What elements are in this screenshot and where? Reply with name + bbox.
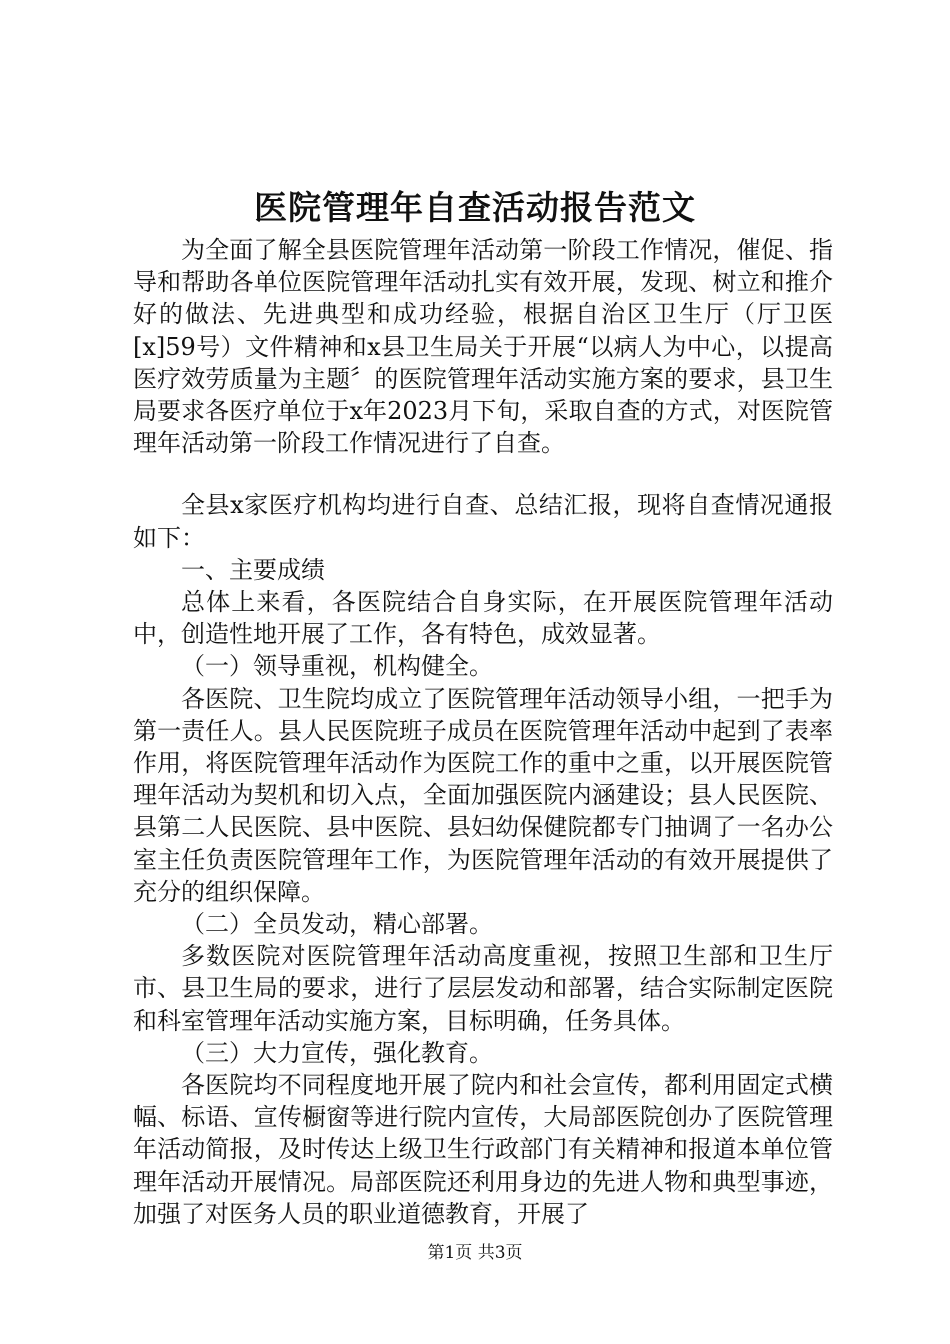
summary-paragraph: 全县x家医疗机构均进行自查、总结汇报，现将自查情况通报如下： [133, 491, 833, 552]
subsection-2-paragraph: 多数医院对医院管理年活动高度重视，按照卫生部和卫生厅市、县卫生局的要求，进行了层层发动和部署，结合实际制定医院和科室管理年活动实施方案，目标明确，任务具体。 [133, 942, 833, 1035]
intro-paragraph: 为全面了解全县医院管理年活动第一阶段工作情况，催促、指导和帮助各单位医院管理年活动扎实有效开展，发现、树立和推介好的做法、先进典型和成功经验，根据自治区卫生厅（厅卫医[x]59号）文件精神和x县卫生局关于开展“以病人为中心，以提高医疗效劳质量为主题〞的医院管理年活动实施方案的要求，县卫生局要求各医疗单位于x年2023月下旬，采取自查的方式，对医院管理年活动第一阶段工作情况进行了自查。 [133, 236, 833, 458]
overview-paragraph: 总体上来看，各医院结合自身实际，在开展医院管理年活动中，创造性地开展了工作，各有特色，成效显著。 [133, 588, 833, 649]
paragraph-gap [133, 459, 833, 489]
document-body [133, 234, 833, 1230]
subsection-heading-2: （二）全员发动，精心部署。 [181, 910, 493, 939]
subsection-heading-1: （一）领导重视，机构健全。 [181, 652, 493, 681]
document-title: 医院管理年自查活动报告范文 [254, 188, 696, 227]
subsection-3-paragraph: 各医院均不同程度地开展了院内和社会宣传，都利用固定式横幅、标语、宣传橱窗等进行院内宣传，大局部医院创办了医院管理年活动简报，及时传达上级卫生行政部门有关精神和报道本单位管理年活动开展情况。局部医院还利用身边的先进人物和典型事迹，加强了对医务人员的职业道德教育，开展了 [133, 1071, 833, 1228]
subsection-1-paragraph: 各医院、卫生院均成立了医院管理年活动领导小组，一把手为第一责任人。县人民医院班子成员在医院管理年活动中起到了表率作用，将医院管理年活动作为医院工作的重中之重，以开展医院管理年活动为契机和切入点，全面加强医院内涵建设；县人民医院、县第二人民医院、县中医院、县妇幼保健院都专门抽调了一名办公室主任负责医院管理年工作，为医院管理年活动的有效开展提供了充分的组织保障。 [133, 684, 833, 906]
subsection-heading-3: （三）大力宣传，强化教育。 [181, 1038, 493, 1067]
page-footer: 第1页 共3页 [427, 1243, 523, 1263]
section-heading-main-achievements: 一、主要成绩 [181, 555, 325, 584]
